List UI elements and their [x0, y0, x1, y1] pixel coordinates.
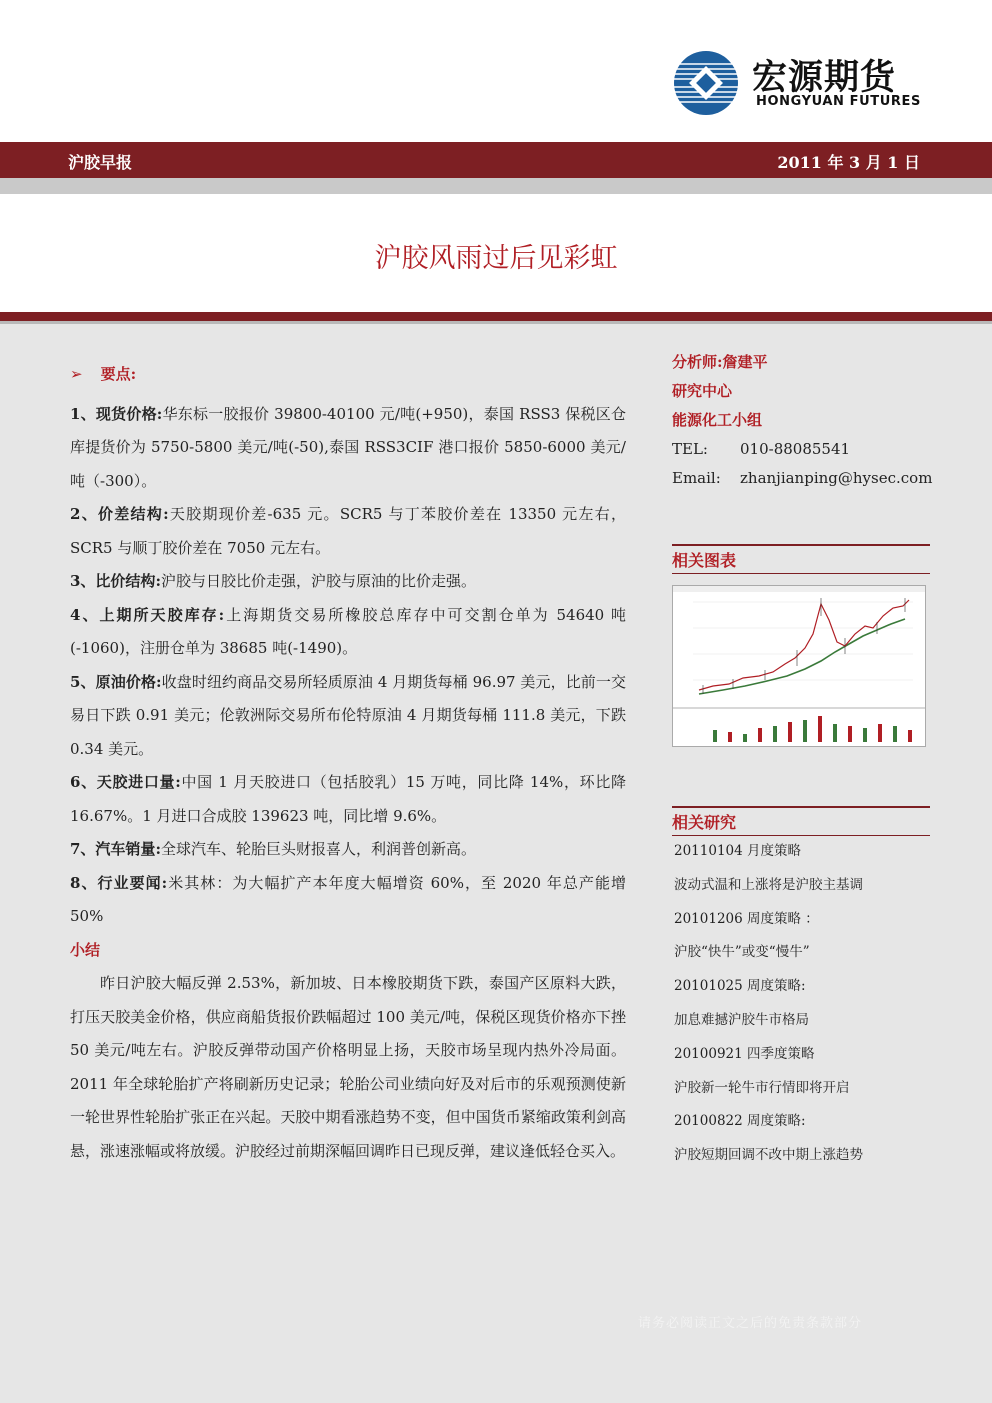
key-point-label: 5、原油价格: — [70, 672, 162, 691]
summary-text: 昨日沪胶大幅反弹 2.53%，新加坡、日本橡胶期货下跌，泰国产区原料大跌，打压天胶美金价格，供应商船货报价跌幅超过 100 美元/吨，保税区现货价格亦下挫 50 美元/吨左右。沪胶反弹带动国产价格明显上扬，天胶市场呈现内热外冷局面。2011 年全球轮胎扩产将刷新历史记录；轮胎公司业绩向好及对后市的乐观预测使新一轮世界性轮胎扩张正在兴起。天胶中期看涨趋势不变，但中国货币紧缩政策利剑高悬，涨速涨幅或将放缓。沪胶经过前期深幅回调昨日已现反弹，建议逢低轻仓买入。 — [70, 974, 626, 1160]
key-point-label: 3、比价结构: — [70, 572, 161, 590]
key-point-text: 上海期货交易所橡胶总库存中可交割仓单为 54640 吨(-1060)，注册仓单为 38685 吨(-1490)。 — [70, 605, 626, 657]
key-point-text: 华东标一胶报价 39800-40100 元/吨(+950)，泰国 RSS3 保税区仓库提货价为 5750-5800 美元/吨(-50),泰国 RSS3CIF 港口报价 5850-6000 美元/吨（-300）。 — [70, 404, 626, 490]
key-point-item — [70, 599, 626, 666]
summary-heading: 小结 — [70, 940, 101, 959]
key-point-text: 天胶期现价差-635 元。SCR5 与丁苯胶价差在 13350 元左右，SCR5 与顺丁胶价差在 7050 元左右。 — [70, 505, 626, 557]
list-item[interactable]: 沪胶短期回调不改中期上涨趋势 — [674, 1147, 863, 1164]
list-item[interactable]: 20101206 周度策略 ： — [674, 910, 819, 927]
analyst-dept: 研究中心 — [672, 382, 733, 400]
report-name: 沪胶早报 — [68, 153, 133, 172]
key-point-item — [70, 867, 626, 934]
key-point-label: 6、天胶进口量: — [70, 773, 181, 791]
key-point-text: 收盘时纽约商品交易所轻质原油 4 月期货每桶 96.97 美元，比前一交易日下跌 0.91 美元；伦敦洲际交易所布伦特原油 4 月期货每桶 111.8 美元，下跌 0.34 美元。 — [70, 672, 627, 758]
analyst-group: 能源化工小组 — [672, 411, 763, 429]
page-title: 沪胶风雨过后见彩虹 — [374, 243, 618, 274]
brand-name-cn: 宏源期货 — [752, 58, 897, 98]
list-item[interactable]: 20101025 周度策略: — [674, 978, 806, 995]
key-point-label: 7、汽车销量: — [70, 840, 161, 858]
tel-label: TEL: — [672, 440, 708, 458]
email-label: Email: — [672, 469, 721, 487]
header-bar-shadow — [0, 178, 992, 194]
list-item[interactable]: 20100921 四季度策略 — [674, 1045, 815, 1062]
brand-name-en: HONGYUAN FUTURES — [756, 94, 921, 109]
key-point-item — [70, 498, 626, 565]
analyst-tel — [672, 435, 934, 464]
key-point-text: 沪胶与日胶比价走强，沪胶与原油的比价走强。 — [160, 572, 476, 590]
key-point-item — [70, 833, 626, 867]
key-points-heading — [70, 358, 626, 392]
key-point-text: 米其林：为大幅扩产本年度大幅增资 60%，至 2020 年总产能增 50% — [70, 873, 626, 925]
list-item[interactable]: 沪胶新一轮牛市行情即将开启 — [674, 1079, 850, 1096]
key-point-item — [70, 666, 626, 767]
related-research-heading: 相关研究 — [672, 806, 930, 836]
key-point-item — [70, 565, 626, 599]
analyst-info — [672, 348, 934, 493]
bullet-arrow-icon: ➢ — [70, 365, 83, 383]
key-points-title: 要点: — [100, 365, 137, 383]
key-point-item — [70, 766, 626, 833]
tel-value: 010-88085541 — [740, 440, 851, 458]
key-point-text: 全球汽车、轮胎巨头财报喜人，利润普创新高。 — [160, 840, 476, 858]
email-value[interactable]: zhanjianping@hysec.com — [740, 469, 933, 487]
analyst-email — [672, 464, 934, 493]
related-chart-heading: 相关图表 — [672, 544, 930, 574]
list-item[interactable]: 加息难撼沪胶牛市格局 — [674, 1011, 809, 1028]
key-point-label: 1、现货价格: — [70, 404, 163, 423]
hongyuan-logo-icon — [672, 50, 740, 116]
price-chart-thumbnail — [672, 585, 926, 747]
list-item[interactable]: 20100822 周度策略: — [674, 1113, 806, 1130]
related-research-list — [674, 838, 934, 1176]
key-point-item — [70, 398, 626, 499]
list-item[interactable]: 波动式温和上涨将是沪胶主基调 — [674, 876, 863, 893]
disclaimer-note: 请务必阅读正文之后的免责条款部分 — [638, 1316, 863, 1331]
analyst-name: 分析师:詹建平 — [672, 353, 768, 371]
report-date: 2011 年 3 月 1 日 — [777, 153, 920, 172]
key-points-column — [70, 358, 626, 1168]
key-point-label: 2、价差结构: — [70, 505, 169, 523]
key-point-text: 中国 1 月天胶进口（包括胶乳）15 万吨，同比降 14%，环比降 16.67%。1 月进口合成胶 139623 吨，同比增 9.6%。 — [70, 773, 627, 825]
list-item[interactable]: 20110104 月度策略 — [674, 843, 802, 859]
key-point-label: 4、上期所天胶库存: — [70, 605, 225, 624]
key-point-label: 8、行业要闻: — [70, 873, 168, 892]
list-item[interactable]: 沪胶“快牛”或变“慢牛” — [674, 944, 810, 961]
title-divider — [0, 312, 992, 321]
